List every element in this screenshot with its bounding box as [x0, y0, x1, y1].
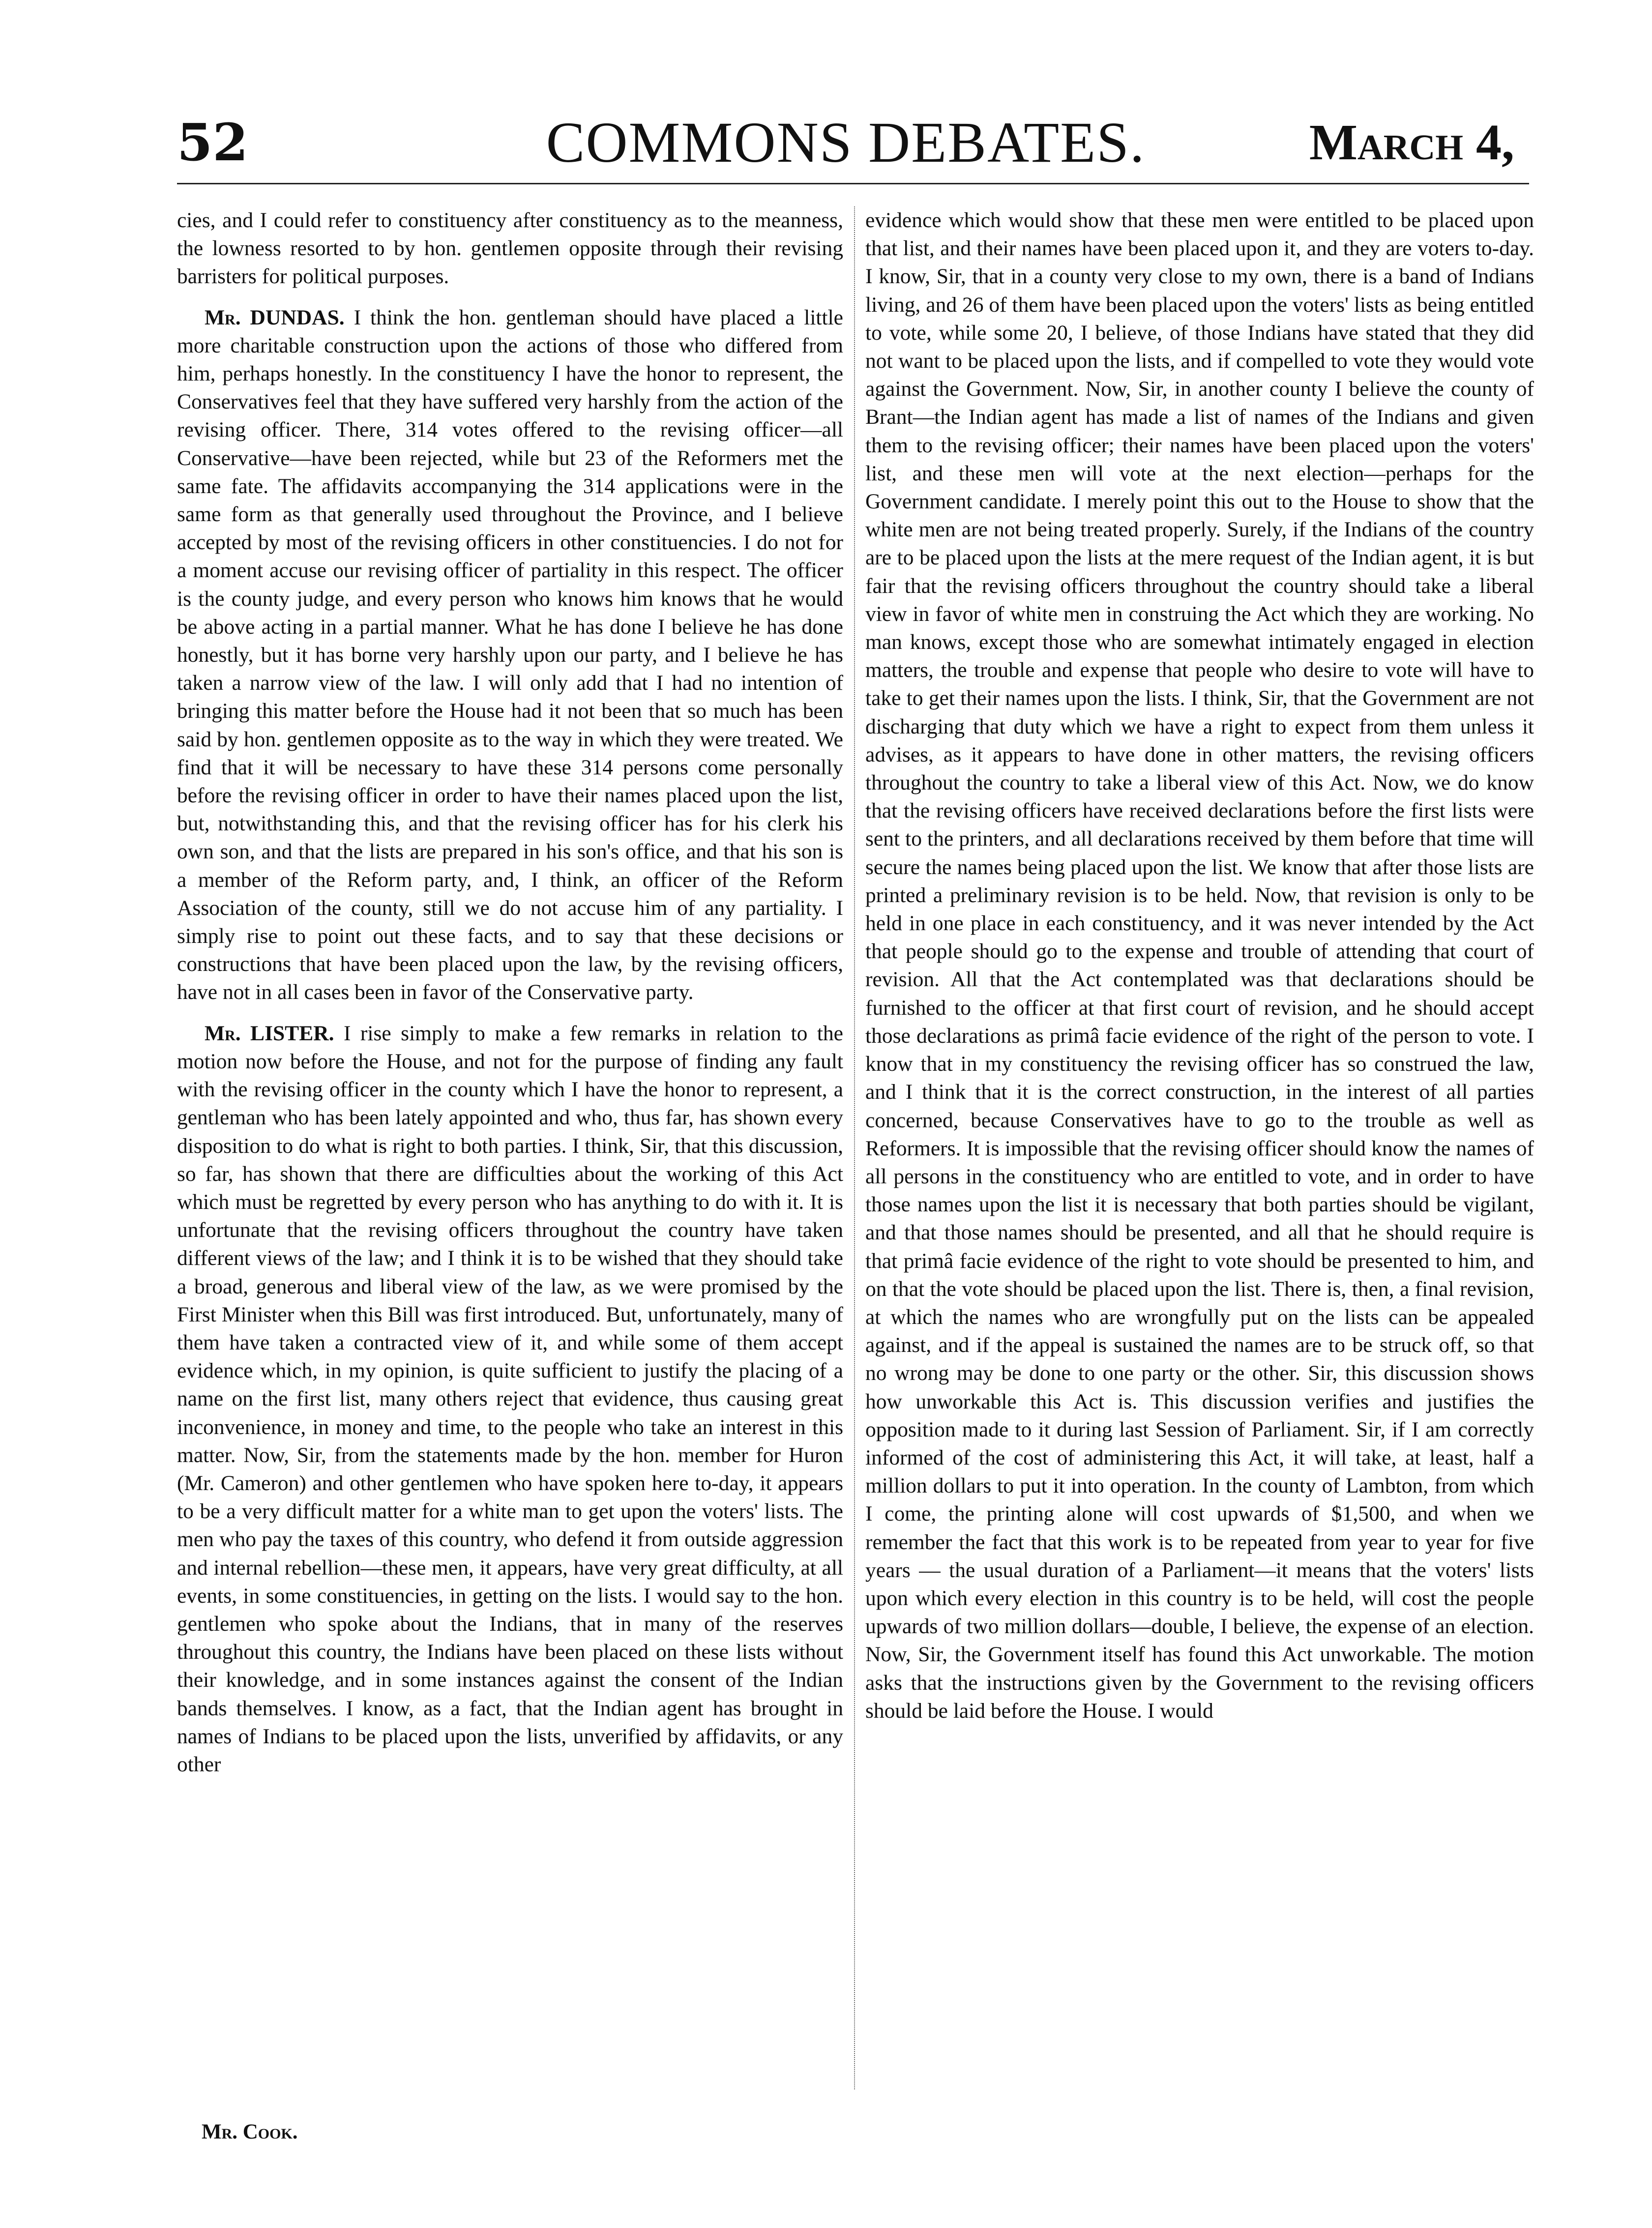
left-paragraph-2	[177, 304, 843, 1007]
speaker-lister: Mr. LISTER.	[205, 1021, 334, 1045]
lister-speech: I rise simply to make a few remarks in relation to the motion now before the House, and not for the purpose of finding any fault with the revising officer in the county which I have the honor to represent, a gentleman who has been lately appointed and who, thus far, has shown every disposition to do what is right to both parties. I think, Sir, that this discussion, so far, has shown that there are difficulties about the working of this Act which must be regretted by every person who has anything to do with it. It is unfortunate that the revising officers throughout the country have taken different views of the law; and I think it is to be wished that they should take a broad, generous and liberal view of the law, as we were promised by the First Minister when this Bill was first introduced. But, unfortunately, many of them have taken a contracted view of it, and while some of them accept evidence which, in my opinion, is quite sufficient to justify the placing of a name on the first list, many others reject that evidence, thus causing great inconvenience, in money and time, to the people who take an interest in this matter. Now, Sir, from the statements made by the hon. member for Huron (Mr. Cameron) and other gentlemen who have spoken here to-day, it appears to be a very difficult matter for a white man to get upon the voters' lists. The men who pay the taxes of this country, who defend it from outside aggression and internal rebellion—these men, it appears, have very great difficulty, at all events, in some constituencies, in getting on the lists. I would say to the hon. gentlemen who spoke about the Indians, that in many of the reserves throughout this country, the Indians have been placed on these lists without their knowledge, and in some instances against the consent of the Indian bands themselves. I know, as a fact, that the Indian agent has brought in names of Indians to be placed upon the lists, unverified by affidavits, or any other	[177, 1021, 843, 1776]
page-number: 52	[177, 112, 248, 173]
right-paragraph-1: evidence which would show that these men were entitled to be placed upon that list, and their names have been placed upon it, and they are voters to-day. I know, Sir, that in a county very close to my own, there is a band of Indians living, and 26 of them have been placed upon the voters' lists as being entitled to vote, while some 20, I believe, of those Indians have stated that they did not want to be placed upon the lists, and if compelled to vote they would vote against the Government. Now, Sir, in another county I believe the county of Brant—the Indian agent has made a list of names of the Indians and given them to the revising officer; their names have been placed upon the voters' list, and these men will vote at the next election—perhaps for the Government candidate. I merely point this out to the House to show that the white men are not being treated properly. Surely, if the Indians of the country are to be placed upon the lists at the mere request of the Indian agent, it is but fair that the revising officers throughout the country should take a liberal view in favor of white men in construing the Act which they are working. No man knows, except those who are somewhat intimately engaged in election matters, the trouble and expense that people who desire to vote will have to take to get their names upon the lists. I think, Sir, that the Government are not discharging that duty which we have a right to expect from them unless it advises, as it appears to have done in other matters, the revising officers throughout the country to take a liberal view of this Act. Now, we do know that the revising officers have received declarations before the first lists were sent to the printers, and all declarations received by them before that time will secure the names being placed upon the list. We know that after those lists are printed a preliminary revision is to be held. Now, that revision is only to be held in one place in each constituency, and it was never intended by the Act that people should go to the expense and trouble of attending that court of revision. All that the Act contemplated was that declarations should be furnished to the officer at that first court of revision, and he should accept those declarations as primâ facie evidence of the right of the person to vote. I know that in my constituency the revising officer has so construed the law, and I think that it is the correct construction, in the interest of all parties concerned, because Conservatives have to go to the trouble as well as Reformers. It is impossible that the revising officer should know the names of all persons in the constituency who are entitled to vote, and in order to have those names upon the list it is necessary that both parties should be vigilant, and that those names should be presented, and all that he should require is that primâ facie evidence of the right to vote should be presented to him, and on that the vote should be placed upon the list. There is, then, a final revision, at which the names who are wrongfully put on the lists can be appealed against, and if the appeal is sustained the names are to be struck off, so that no wrong may be done to one party or the other. Sir, this discussion shows how unworkable this Act is. This discussion verifies and justifies the opposition made to it during last Session of Parliament. Sir, if I am correctly informed of the cost of administering this Act, it will take, at least, half a million dollars to put it into operation. In the county of Lambton, from which I come, the printing alone will cost upwards of $1,500, and when we remember the fact that this work is to be repeated from year to year for five years — the usual duration of a Parliament—it means that the voters' lists upon which every election in this country is to be held, will cost the people upwards of two million dollars—double, I believe, the expense of an election. Now, Sir, the Government itself has found this Act unworkable. The motion asks that the instructions given by the Government to the revising officers should be laid before the House. I would	[865, 208, 1534, 1723]
header-rule	[177, 183, 1529, 184]
header-date: March 4,	[1309, 114, 1514, 171]
left-paragraph-1: cies, and I could refer to constituency after constituency as to the meanness, the lowness resorted to by hon. gentlemen opposite through their revising barristers for political purposes.	[177, 208, 843, 289]
footer-speaker-name: Mr. Cook.	[202, 2120, 298, 2143]
left-column	[177, 206, 843, 2114]
right-column	[865, 206, 1534, 2114]
journal-title: COMMONS DEBATES.	[546, 110, 1146, 175]
speaker-dundas: Mr. DUNDAS.	[205, 305, 345, 329]
column-divider	[854, 206, 855, 2089]
dundas-speech: I think the hon. gentleman should have placed a little more charitable construction upon the actions of those who differed from him, perhaps honestly. In the constituency I have the honor to represent, the Conservatives feel that they have suffered very harshly from the action of the revising officer. There, 314 votes offered to the revising officer—all Conservative—have been rejected, while but 23 of the Reformers met the same fate. The affidavits accompanying the 314 applications were in the same form as that generally used throughout the Province, and I believe accepted by most of the revising officers in other constituencies. I do not for a moment accuse our revising officer of partiality in this respect. The officer is the county judge, and every person who knows him knows that he would be above acting in a partial manner. What he has done I believe he has done honestly, but it has borne very harshly upon our party, and I believe he has taken a narrow view of the law. I will only add that I had no intention of bringing this matter before the House had it not been that so much has been said by hon. gentlemen opposite as to the way in which they were treated. We find that it will be necessary to have these 314 persons come personally before the revising officer in order to have their names placed upon the list, but, notwithstanding this, and that the revising officer has for his clerk his own son, and that the lists are prepared in his son's office, and that his son is a member of the Reform party, and, I think, an officer of the Reform Association of the county, still we do not accuse him of any partiality. I simply rise to point out these facts, and to say that these decisions or constructions that have been placed upon the law, by the revising officers, have not in all cases been in favor of the Conservative party.	[177, 305, 843, 1004]
left-paragraph-3	[177, 1020, 843, 1779]
page-header	[177, 108, 1514, 187]
